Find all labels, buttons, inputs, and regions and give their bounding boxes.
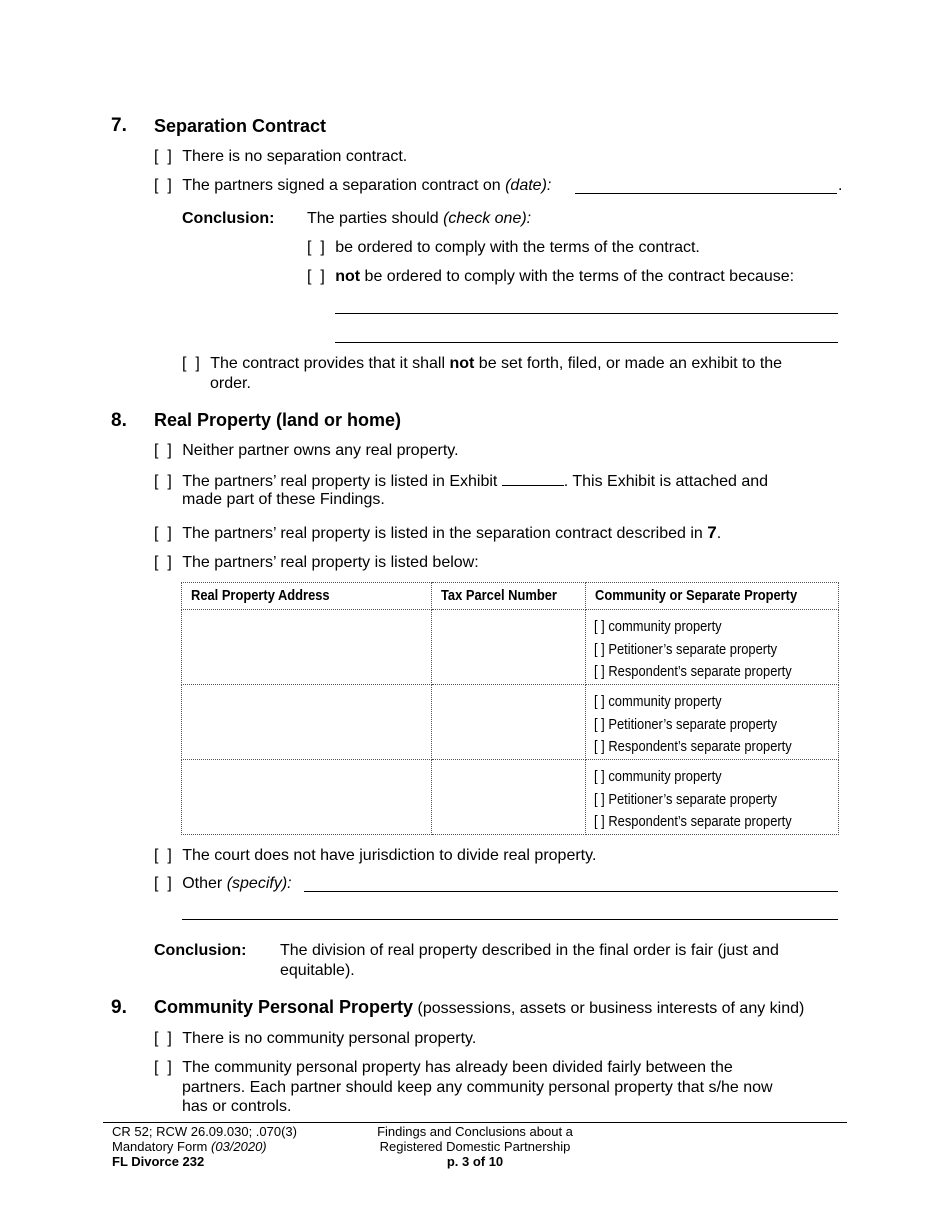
footer-mandatory-form (112, 1139, 297, 1154)
header-tax-parcel-text: Tax Parcel Number (441, 587, 558, 604)
checkbox[interactable]: [ ] (593, 790, 605, 808)
footer-rule (103, 1122, 847, 1123)
checkbox[interactable]: [ ] (154, 177, 172, 194)
option-respondent[interactable] (586, 661, 838, 684)
s7-sub-option-comply (307, 239, 700, 257)
section-8-number: 8. (111, 410, 127, 431)
conclusion-label: Conclusion: (154, 942, 247, 959)
s8-option-2-line2: made part of these Findings. (182, 491, 385, 508)
address-cell[interactable] (182, 610, 432, 685)
s7-option-3-text-end: be set forth, filed, or made an exhibit to the (474, 355, 783, 372)
table-row (182, 610, 839, 685)
checkbox[interactable]: [ ] (154, 442, 172, 459)
period: . (838, 177, 843, 194)
header-property-type-text: Community or Separate Property (594, 587, 798, 604)
checkbox[interactable]: [ ] (154, 1030, 172, 1047)
s8-option-1-text: Neither partner owns any real property. (182, 442, 459, 459)
tax-parcel-cell[interactable] (432, 685, 586, 760)
checkbox[interactable]: [ ] (154, 875, 172, 892)
option-text: Respondent’s separate property (608, 813, 792, 830)
checkbox[interactable]: [ ] (154, 525, 172, 542)
checkbox[interactable]: [ ] (154, 1059, 172, 1076)
s8-conclusion-line1: The division of real property described in the final order is fair (just and (280, 942, 779, 959)
checkbox[interactable]: [ ] (154, 148, 172, 165)
s9-option-2-text: The community personal property has already been divided fairly between the (182, 1059, 733, 1076)
date-fill-line[interactable] (575, 193, 837, 194)
checkbox[interactable]: [ ] (593, 693, 605, 710)
s7-sub-2-text: be ordered to comply with the terms of the contract because: (360, 268, 795, 285)
section-9-note: (possessions, assets or business interests of any kind) (413, 1000, 805, 1017)
footer-center (355, 1124, 595, 1169)
property-type-cell (585, 610, 838, 685)
section-8-title: Real Property (land or home) (154, 410, 402, 430)
checkbox[interactable]: [ ] (307, 268, 325, 285)
not-bold: not (335, 268, 361, 285)
section-ref: 7 (707, 523, 717, 542)
conclusion-text: The parties should (307, 210, 444, 227)
not-bold: not (449, 355, 475, 372)
real-property-table (181, 582, 839, 835)
s7-option-signed-contract (154, 177, 551, 195)
s8-option-2-text-end: . This Exhibit is attached and (563, 473, 769, 490)
checkbox[interactable]: [ ] (593, 738, 605, 755)
checkbox[interactable]: [ ] (593, 813, 605, 830)
conclusion-label: Conclusion: (182, 210, 275, 227)
s8-option-2-text: The partners’ real property is listed in Exhibit (182, 473, 502, 490)
exhibit-fill-line[interactable] (502, 471, 564, 486)
s9-option-1-text: There is no community personal property. (182, 1030, 477, 1047)
property-type-cell (585, 760, 838, 835)
section-7-title: Separation Contract (154, 116, 327, 136)
checkbox[interactable]: [ ] (593, 640, 605, 658)
section-9-title: Community Personal Property (154, 997, 414, 1017)
specify-note: (specify): (226, 875, 292, 892)
s9-option-none (154, 1030, 476, 1048)
reason-line-2[interactable] (335, 342, 838, 343)
s8-option-3-text: The partners’ real property is listed in the separation contract described in (182, 525, 708, 542)
option-text: Petitioner’s separate property (608, 790, 778, 808)
other-label: Other (182, 875, 227, 892)
s7-sub-1-text: be ordered to comply with the terms of the contract. (335, 239, 700, 256)
tax-parcel-cell[interactable] (432, 760, 586, 835)
s8-option-5-text: The court does not have jurisdiction to divide real property. (182, 847, 597, 864)
checkbox[interactable]: [ ] (182, 355, 200, 372)
s7-sub-option-not-comply (307, 268, 794, 286)
page-number: p. 3 of 10 (446, 1154, 504, 1169)
checkbox[interactable]: [ ] (593, 768, 605, 785)
header-property-type (585, 583, 838, 610)
s8-conclusion-line2: equitable). (280, 962, 355, 979)
date-label: (date): (505, 177, 552, 194)
mandatory-form-label: Mandatory Form (112, 1139, 211, 1154)
s7-option-3-line2: order. (210, 375, 251, 392)
option-text: Respondent’s separate property (608, 738, 792, 755)
s7-option-not-filed (182, 355, 782, 373)
check-one-note: (check one): (443, 210, 532, 227)
table-row (182, 760, 839, 835)
section-7-number: 7. (111, 115, 127, 136)
option-text: community property (608, 768, 722, 785)
section-9-number: 9. (111, 997, 127, 1018)
section-9-heading (154, 997, 804, 1018)
header-address (182, 583, 432, 610)
header-address-text: Real Property Address (191, 587, 330, 604)
form-date: (03/2020) (210, 1139, 267, 1154)
property-type-cell (585, 685, 838, 760)
tax-parcel-cell[interactable] (432, 610, 586, 685)
s7-option-3-text: The contract provides that it shall (210, 355, 450, 372)
s9-option-divided (154, 1059, 733, 1077)
s8-option-separation-contract (154, 523, 721, 543)
checkbox[interactable]: [ ] (593, 663, 605, 680)
option-community[interactable] (586, 616, 838, 639)
s9-option-2-line3: has or controls. (182, 1098, 292, 1115)
s7-conclusion-text (307, 210, 531, 228)
footer-left (112, 1124, 297, 1169)
s8-option-4-text: The partners’ real property is listed below: (182, 554, 479, 571)
footer-citation: CR 52; RCW 26.09.030; .070(3) (112, 1124, 297, 1139)
option-community[interactable] (586, 691, 838, 714)
s8-option-exhibit (154, 471, 768, 491)
option-petitioner[interactable] (586, 789, 838, 812)
s8-option-other (154, 875, 292, 893)
other-fill-line-1[interactable] (304, 891, 838, 892)
option-text: Petitioner’s separate property (608, 640, 778, 658)
option-community[interactable] (586, 766, 838, 789)
s8-option-none (154, 442, 459, 460)
s8-conclusion-label (154, 942, 246, 960)
address-cell[interactable] (182, 685, 432, 760)
other-fill-line-2[interactable] (182, 919, 838, 920)
address-cell[interactable] (182, 760, 432, 835)
option-text: Respondent’s separate property (608, 663, 792, 680)
checkbox[interactable]: [ ] (154, 847, 172, 864)
option-text: community property (608, 618, 722, 635)
footer-title-1: Findings and Conclusions about a (377, 1124, 573, 1139)
option-respondent[interactable] (586, 811, 838, 834)
period: . (716, 525, 722, 542)
reason-line-1[interactable] (335, 313, 838, 314)
checkbox[interactable]: [ ] (154, 473, 172, 490)
checkbox[interactable]: [ ] (593, 715, 605, 733)
header-tax-parcel (432, 583, 586, 610)
checkbox[interactable]: [ ] (307, 239, 325, 256)
form-number: FL Divorce 232 (112, 1154, 205, 1169)
option-text: community property (608, 693, 722, 710)
table-row (182, 685, 839, 760)
s7-option-1-text: There is no separation contract. (182, 148, 408, 165)
s8-option-no-jurisdiction (154, 847, 596, 865)
s7-conclusion (182, 210, 274, 228)
s9-option-2-line2: partners. Each partner should keep any community personal property that s/he now (182, 1079, 773, 1096)
s7-option-no-contract (154, 148, 407, 166)
checkbox[interactable]: [ ] (154, 554, 172, 571)
checkbox[interactable]: [ ] (593, 618, 605, 635)
option-text: Petitioner’s separate property (608, 715, 778, 733)
footer-title-2: Registered Domestic Partnership (379, 1139, 571, 1154)
s7-option-2-text: The partners signed a separation contract on (182, 177, 506, 194)
option-respondent[interactable] (586, 736, 838, 759)
option-petitioner[interactable] (586, 714, 838, 737)
option-petitioner[interactable] (586, 639, 838, 662)
s8-option-listed-below (154, 554, 479, 572)
table-header-row (182, 583, 839, 610)
